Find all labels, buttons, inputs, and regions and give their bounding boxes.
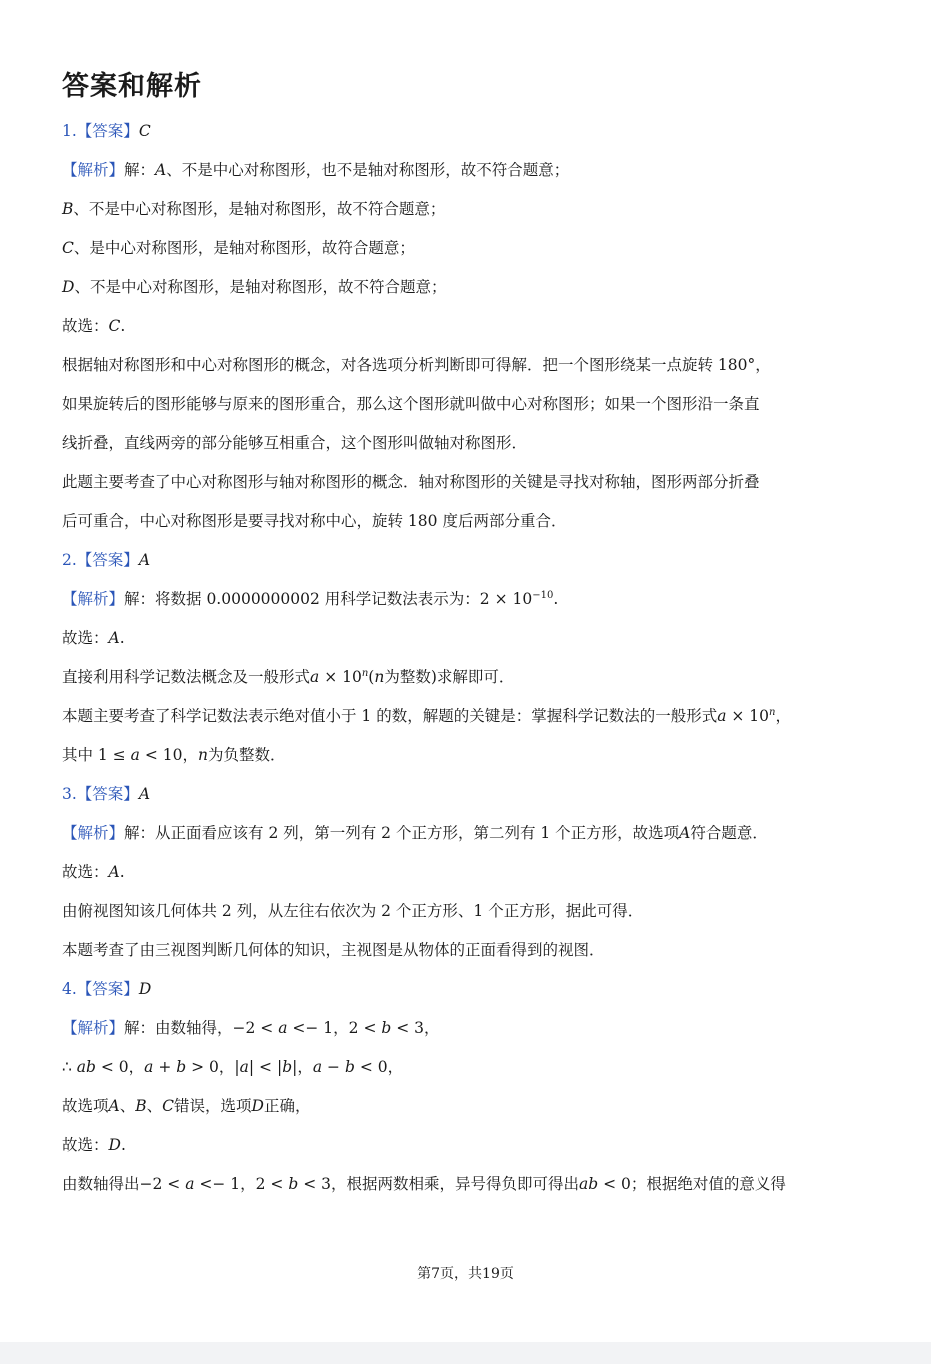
- q2-paragraph-1: 直接利用科学记数法概念及一般形式$a \times 10^n(n$为整数)求解即可．: [62, 667, 515, 686]
- q2-answer-line: 2.【答案】A: [62, 551, 151, 569]
- q2-paragraph-2: 本题主要考查了科学记数法表示绝对值小于 1 的数，解题的关键是：掌握科学记数法的一般形式$a \times 10^n$，: [62, 706, 792, 725]
- q1-paragraph-4: 此题主要考查了中心对称图形与轴对称图形的概念．轴对称图形的关键是寻找对称轴，图形两部分折叠: [62, 473, 760, 491]
- q1-paragraph-1: 根据轴对称图形和中心对称图形的概念，对各选项分析判断即可得解．把一个图形绕某一点旋转 180°，: [62, 356, 771, 374]
- q2-choose: 故选：A.: [62, 629, 125, 647]
- page-title: 答案和解析: [62, 71, 202, 102]
- q4-therefore-line: ∴ ab < 0，a + b > 0，|a| < |b|，a − b < 0，: [62, 1058, 404, 1076]
- q2-paragraph-3: 其中 1 ≤ a < 10，n为负整数．: [62, 746, 286, 764]
- q3-paragraph-1: 由俯视图知该几何体共 2 列，从左往右依次为 2 个正方形、1 个正方形，据此可得．: [62, 902, 644, 920]
- q1-answer-line: 1.【答案】C: [62, 122, 151, 140]
- q4-options-line: 故选项A、B、C错误，选项D正确，: [62, 1097, 311, 1115]
- q1-paragraph-3: 线折叠，直线两旁的部分能够互相重合，这个图形叫做轴对称图形．: [62, 434, 528, 452]
- q4-paragraph-1: 由数轴得出−2 < a <− 1，2 < b < 3，根据两数相乘，异号得负即可得出ab < 0；根据绝对值的意义得: [62, 1175, 786, 1193]
- q2-explanation: 【解析】解：将数据 0.0000000002 用科学记数法表示为：$2 \times 10^{-10}$.: [62, 589, 559, 608]
- q1-explanation-c: C、是中心对称图形，是轴对称图形，故符合题意；: [62, 239, 415, 257]
- q1-explanation-d: D、不是中心对称图形，是轴对称图形，故不符合题意；: [62, 278, 447, 296]
- q4-answer-line: 4.【答案】D: [62, 980, 152, 998]
- page-number-footer: 第7页，共19页: [417, 1266, 514, 1282]
- q1-paragraph-5: 后可重合，中心对称图形是要寻找对称中心，旋转 180 度后两部分重合．: [62, 512, 567, 530]
- q3-choose: 故选：A.: [62, 863, 125, 881]
- q3-explanation: 【解析】解：从正面看应该有 2 列，第一列有 2 个正方形，第二列有 1 个正方形，故选项A符合题意．: [62, 824, 768, 842]
- q4-choose: 故选：D.: [62, 1136, 126, 1154]
- q1-explanation-a: 【解析】解：A、不是中心对称图形，也不是轴对称图形，故不符合题意；: [62, 161, 570, 179]
- q1-choose: 故选：C.: [62, 317, 126, 335]
- q1-paragraph-2: 如果旋转后的图形能够与原来的图形重合，那么这个图形就叫做中心对称图形；如果一个图形沿一条直: [62, 395, 760, 413]
- q1-explanation-b: B、不是中心对称图形，是轴对称图形，故不符合题意；: [62, 200, 446, 218]
- q3-paragraph-2: 本题考查了由三视图判断几何体的知识，主视图是从物体的正面看得到的视图．: [62, 941, 605, 959]
- q3-answer-line: 3.【答案】A: [62, 785, 151, 803]
- q4-explanation: 【解析】解：由数轴得，−2 < a <− 1，2 < b < 3，: [62, 1019, 440, 1037]
